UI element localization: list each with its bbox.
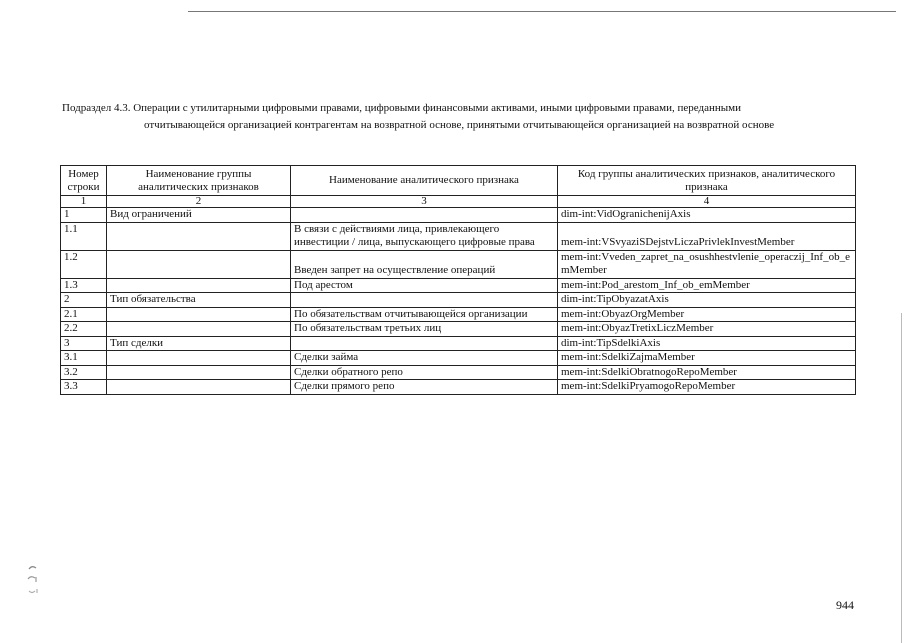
group-name [107, 278, 291, 293]
header-row-number: Номер строки [61, 166, 107, 196]
group-name: Тип обязательства [107, 293, 291, 308]
row-number: 1 [61, 208, 107, 223]
heading-line-2: отчитывающейся организацией контрагентам на возвратной основе, принятыми отчитывающейся организацией на возвратной основе [144, 118, 775, 131]
row-number: 3.1 [61, 351, 107, 366]
column-number: 4 [558, 196, 856, 208]
attribute-name [291, 336, 558, 351]
group-name: Вид ограничений [107, 208, 291, 223]
column-number: 2 [107, 196, 291, 208]
group-name [107, 380, 291, 395]
row-number: 2.2 [61, 322, 107, 337]
header-group-name: Наименование группы аналитических признаков [107, 166, 291, 196]
group-name [107, 365, 291, 380]
table-row [61, 336, 856, 351]
attribute-code: mem-int:ObyazTretixLiczMember [558, 322, 856, 337]
attribute-name: По обязательствам третьих лиц [291, 322, 558, 337]
row-number: 3 [61, 336, 107, 351]
attribute-name [291, 208, 558, 223]
row-number: 1.1 [61, 222, 107, 250]
header-attribute-name: Наименование аналитического признака [291, 166, 558, 196]
attribute-name: Введен запрет на осуществление операций [291, 250, 558, 278]
table-row [61, 293, 856, 308]
table-row [61, 365, 856, 380]
attribute-code: mem-int:Pod_arestom_Inf_ob_emMember [558, 278, 856, 293]
attribute-code: mem-int:ObyazOrgMember [558, 307, 856, 322]
attribute-code: mem-int:SdelkiObratnogoRepoMember [558, 365, 856, 380]
table-row [61, 208, 856, 223]
row-number: 3.2 [61, 365, 107, 380]
group-name [107, 322, 291, 337]
table-row [61, 250, 856, 278]
table-row [61, 222, 856, 250]
group-name [107, 250, 291, 278]
table-row [61, 278, 856, 293]
right-edge-rule [901, 313, 902, 643]
analytics-table [60, 165, 856, 395]
row-number: 2.1 [61, 307, 107, 322]
column-number: 3 [291, 196, 558, 208]
table-row [61, 307, 856, 322]
scan-artifact-icon [26, 563, 42, 597]
group-name [107, 307, 291, 322]
attribute-code: mem-int:VSvyaziSDejstvLiczaPrivlekInvestMember [558, 222, 856, 250]
attribute-name: Под арестом [291, 278, 558, 293]
attribute-code: dim-int:VidOgranichenijAxis [558, 208, 856, 223]
row-number: 3.3 [61, 380, 107, 395]
header-row [61, 166, 856, 196]
group-name [107, 351, 291, 366]
page-number: 944 [836, 598, 854, 612]
attribute-code: dim-int:TipSdelkiAxis [558, 336, 856, 351]
header-code: Код группы аналитических признаков, аналитического признака [558, 166, 856, 196]
attribute-code: mem-int:Vveden_zapret_na_osushhestvlenie_operaczij_Inf_ob_emMember [558, 250, 856, 278]
attribute-code: dim-int:TipObyazatAxis [558, 293, 856, 308]
section-heading [62, 100, 862, 133]
attribute-name: В связи с действиями лица, привлекающего инвестиции / лица, выпускающего цифровые права [291, 222, 558, 250]
table-row [61, 322, 856, 337]
row-number: 1.2 [61, 250, 107, 278]
table-row [61, 351, 856, 366]
attribute-code: mem-int:SdelkiPryamogoRepoMember [558, 380, 856, 395]
attribute-name: Сделки займа [291, 351, 558, 366]
top-rule [188, 11, 896, 12]
group-name: Тип сделки [107, 336, 291, 351]
attribute-name: Сделки прямого репо [291, 380, 558, 395]
group-name [107, 222, 291, 250]
attribute-name: Сделки обратного репо [291, 365, 558, 380]
table-row [61, 380, 856, 395]
attribute-name: По обязательствам отчитывающейся организации [291, 307, 558, 322]
row-number: 2 [61, 293, 107, 308]
column-number: 1 [61, 196, 107, 208]
heading-line-1: Подраздел 4.3. Операции с утилитарными цифровыми правами, цифровыми финансовыми активами, иными цифровыми правами, переданными [62, 102, 742, 114]
row-number: 1.3 [61, 278, 107, 293]
attribute-code: mem-int:SdelkiZajmaMember [558, 351, 856, 366]
column-number-row [61, 196, 856, 208]
margin-scan-mark [26, 563, 42, 597]
attribute-name [291, 293, 558, 308]
